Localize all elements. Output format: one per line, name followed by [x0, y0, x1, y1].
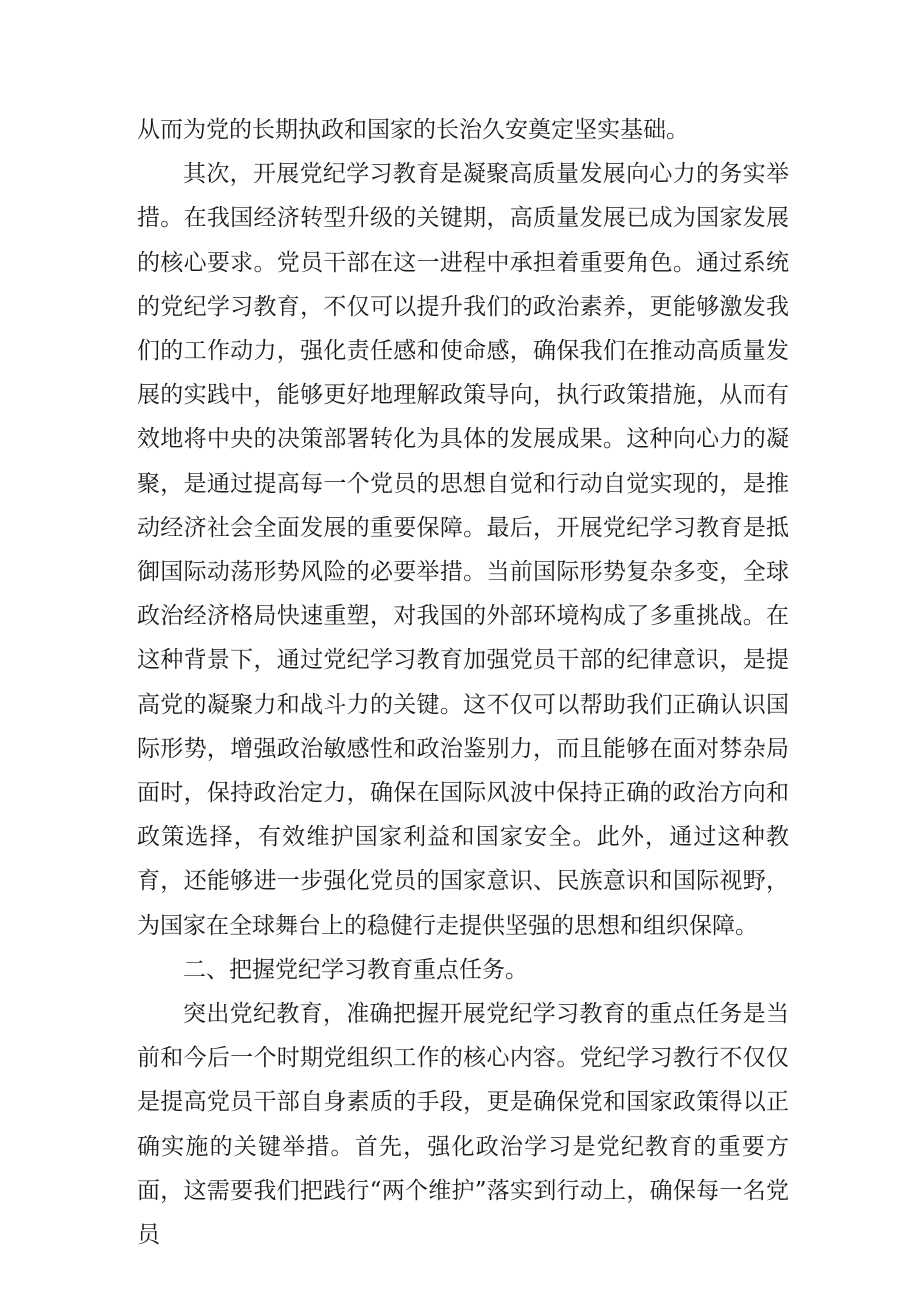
paragraph-continuation: 从而为党的长期执政和国家的长治久安奠定坚实基础。: [137, 117, 689, 143]
paragraph-key-tasks: 突出党纪教育，准确把握开展党纪学习教育的重点任务是当前和今后一个时期党组织工作的核心内容。党纪学习教行不仅仅是提高党员干部自身素质的手段，更是确保党和国家政策得以正确实施的关键举措。首先，强化政治学习是党纪教育的重要方面，这需要我们把践行“两个维护”落实到行动上，确保每一名党员: [137, 1001, 789, 1249]
paragraph-second-point: 其次，开展党纪学习教育是凝聚高质量发展向心力的务实举措。在我国经济转型升级的关键期，高质量发展已成为国家发展的核心要求。党员干部在这一进程中承担着重要角色。通过系统的党纪学习教育，不仅可以提升我们的政治素养，更能够激发我们的工作动力，强化责任感和使命感，确保我们在推动高质量发展的实践中，能够更好地理解政策导向，执行政策措施，从而有效地将中央的决策部署转化为具体的发展成果。这种向心力的凝聚，是通过提高每一个党员的思想自觉和行动自觉实现的，是推动经济社会全面发展的重要保障。最后，开展党纪学习教育是抵御国际动荡形势风险的必要举措。当前国际形势复杂多变，全球政治经济格局快速重塑，对我国的外部环境构成了多重挑战。在这种背景下，通过党纪学习教育加强党员干部的纪律意识，是提高党的凝聚力和战斗力的关键。这不仅可以帮助我们正确认识国际形势，增强政治敏感性和政治鉴别力，而且能够在面对棼杂局面时，保持政治定力，确保在国际风波中保持正确的政治方向和政策选择，有效维护国家利益和国家安全。此外，通过这种教育，还能够进一步强化党员的国家意识、民族意识和国际视野，为国家在全球舞台上的稳健行走提供坚强的思想和组织保障。: [137, 161, 789, 939]
section-heading-2: 二、把握党纪学习教育重点任务。: [183, 956, 528, 983]
document-body: [137, 108, 789, 1257]
